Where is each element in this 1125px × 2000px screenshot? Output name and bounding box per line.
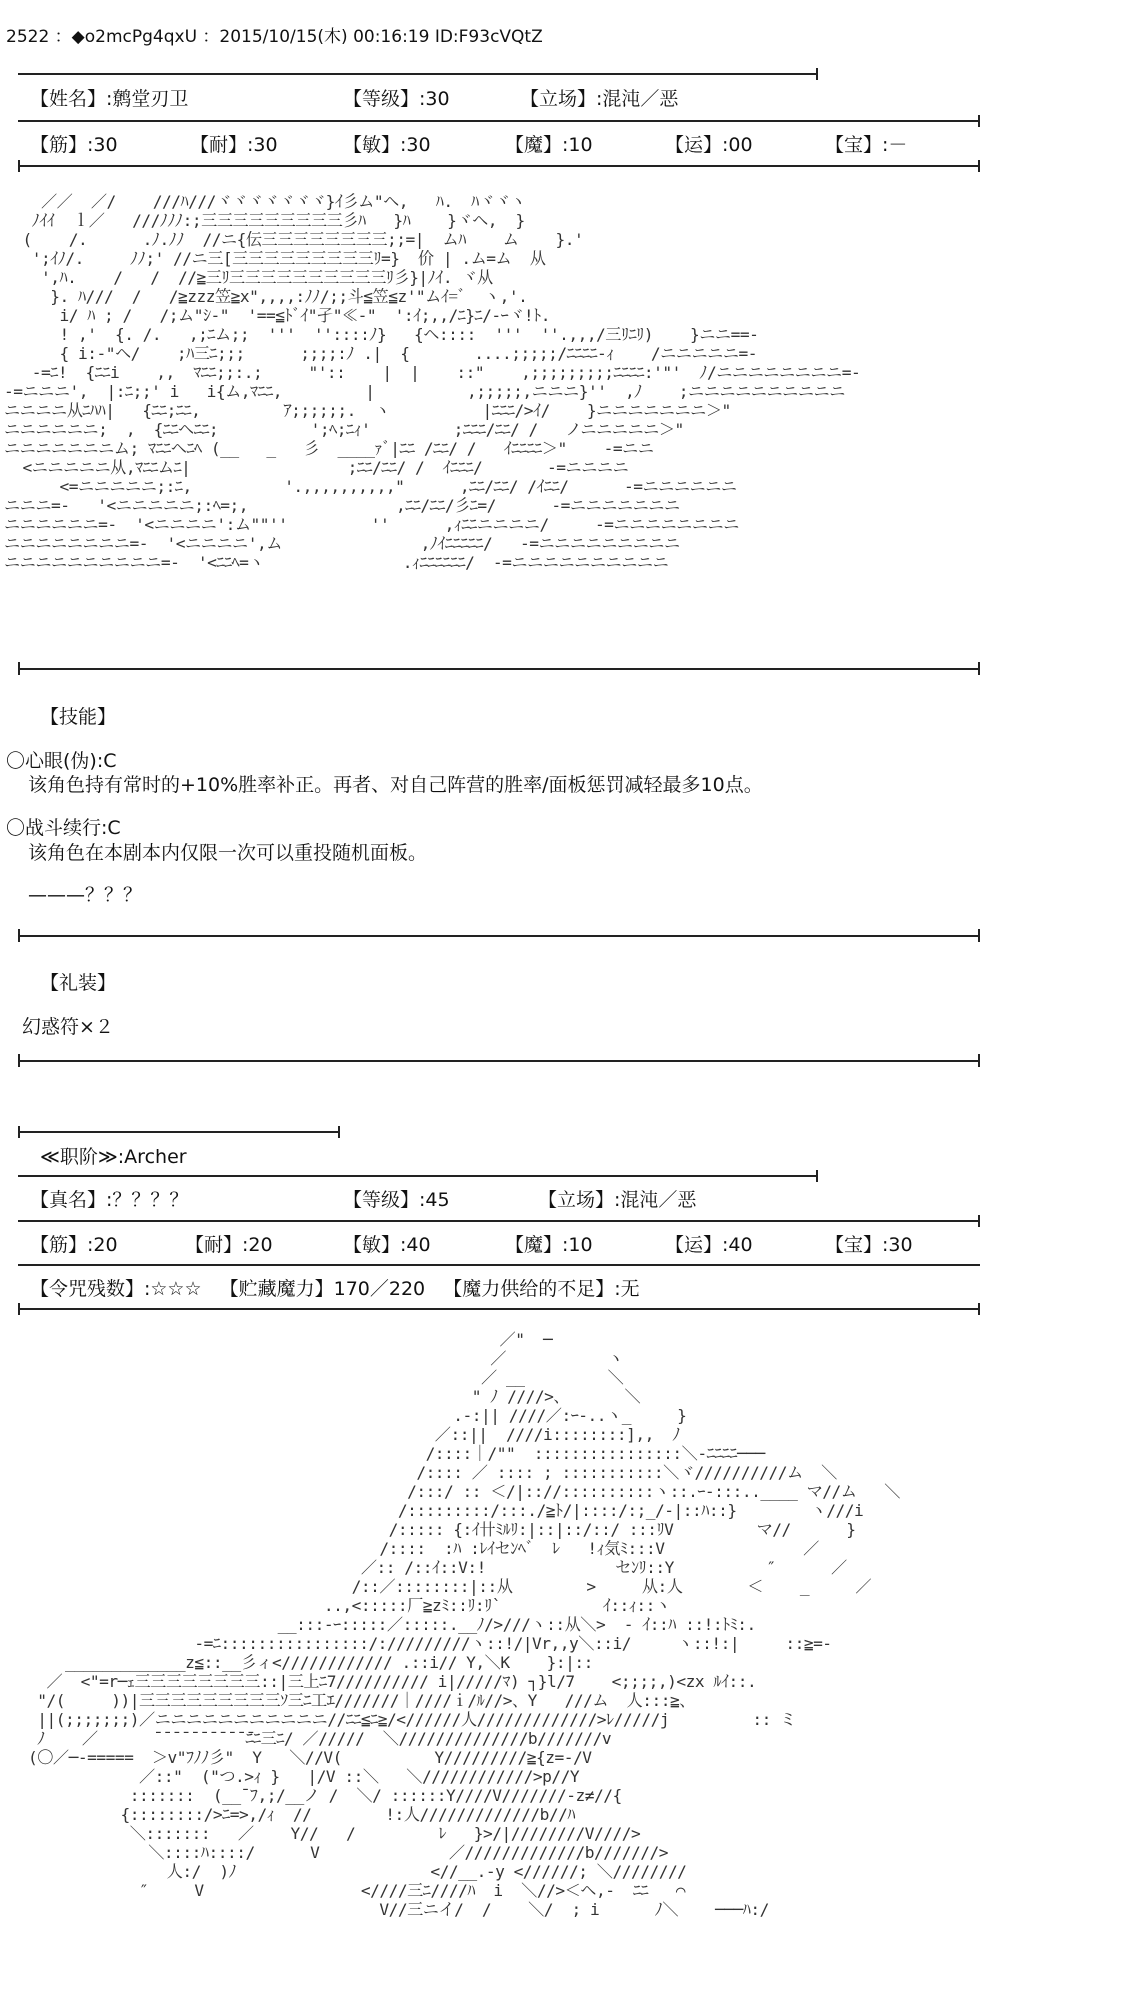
stat-str-2: 【筋】:20 <box>30 1234 118 1256</box>
alignment-field: 【立场】:混沌／恶 <box>520 88 679 110</box>
stat-mag: 【魔】:10 <box>505 134 593 156</box>
name-field: 【姓名】:鹩堂刃卫 <box>30 88 189 110</box>
sheet1-top-rule <box>18 73 818 75</box>
ascii-art-portrait: ／／ ／/ ///ﾊ///ヾヾヾヾヾヾヾ}ｲ彡ム"ヘ, ﾊ. ﾊヾヾヽ ﾉｲｲ ｌ／ ///ﾉﾉﾉ:;三三三三三三三三三彡ﾊ }ﾊ }ヾヘ, } ( /. .ﾉ.ﾉﾉ //ニ{伝三三三三三三三三;;=| ムﾊ ム }.' ';ｲﾉ/. ﾉﾉ;' //ニ三[三三三三三三三三三ﾘ=} 价 | .ム=ム 从 ',ﾊ. / / //≧三ﾘ三三三三三三三三三三ﾘ彡}|ﾉｲ. ヾ从 }. ﾊ/// / /≧zzz笠≧x",,,,:ﾉﾉ/;;斗≦笠≦z'"ムｲ=ﾞ ヽ,'. i/ ﾊ ; / /;ム"ｼ-" '==≦ﾄﾞｲ"孑"≪-" ':ｲ;,,/ﾆ}ﾆ/-ｰヾ!ﾄ. ! ,' {. /. ,;ﾆム;; ''' ''::::ﾉ} {ヘ:::: ''' ''.,,,/三ﾘﾆﾘ) }ニニ==- { i:-"ヘ/ ;ﾊ三ﾆ;;; ;;;;:ﾉ .| { ....;;;;;/ﾆﾆﾆﾆ-ｨ /ニニニニニ=- -=ﾆ! {ﾆﾆi ,, ﾏﾆﾆ;;:.; "':: | | ::" ,;;;;;;;;;ﾆﾆﾆﾆ:'"' ﾉ/ニニニニニニニニ=- -=ニニニ', |:ﾆ;;' i i{ム,ﾏﾆﾆ, | ,;;;;;,ニニニ}'' ,ﾉ ;ニニニニニニニニニニ ニニニニ从ﾆﾊﾊ| {ﾆﾆ;ﾆﾆ, ｱ;;;;;;. ヽ |ﾆﾆﾆ/>ｲ/ }ニニニニニニニ＞" ニニニニニニ; , {ﾆﾆヘﾆﾆ; ';ﾍ;ﾆｨ' ;ﾆﾆﾆ/ﾆﾆ/ / ノニニニニニ＞" ニニニニニニニム; ﾏﾆﾆヘﾆﾍ (__ _ 彡 ____ｧﾞ|ﾆﾆ /ﾆﾆ/ / ｲﾆﾆﾆﾆ＞" -=ニニ <ニニニニニ从,ﾏﾆﾆムﾆ| ;ﾆﾆ/ﾆﾆ/ / ｲﾆﾆﾆ/ -=ニニニニ <=ニニニニニ;:ﾆ, '.,,,,,,,,,," ,ﾆﾆ/ﾆﾆ/ /ｲﾆﾆ/ -=ニニニニニニ ニニニ=- '<ニニニニニ;:ﾍ=;, ,ﾆﾆ/ﾆﾆ/彡ﾆ=/ -=ニニニニニニニ ニニニニニニ=- '<ニニニニ':ム""'' '' ,ｨﾆﾆニニニニ/ -=ニニニニニニニニ ニニニニニニニニ=- '<ニニニニ',ム ,ﾉｲﾆﾆﾆﾆﾆ/ -=ニニニニニニニニニ ニニニニニニニニニニ=- '<ﾆﾆﾍ=ヽ .ｨﾆﾆﾆﾆﾆﾆ/ -=ニニニニニニニニニニ <box>4 192 861 572</box>
stat-np: 【宝】:－ <box>825 134 908 156</box>
sheet2-mid-rule <box>18 1220 980 1222</box>
sheet2-top-rule <box>18 1175 818 1177</box>
stat-np-2: 【宝】:30 <box>825 1234 913 1256</box>
sheet1-top-tick <box>816 68 818 80</box>
sheet1-mid-rule <box>18 120 980 122</box>
craft-bottom-tick-right <box>978 1054 980 1067</box>
stat-end-2: 【耐】:20 <box>185 1234 273 1256</box>
sheet2-bottom-tick-right <box>978 1303 980 1315</box>
command-mana-row: 【令咒残数】:☆☆☆ 【贮藏魔力】170／220 【魔力供给的不足】:无 <box>30 1278 640 1300</box>
skills-top-tick-left <box>18 662 20 675</box>
craft-title: 【礼装】 <box>40 972 117 994</box>
skills-bottom-rule <box>18 935 980 937</box>
skills-title: 【技能】 <box>40 706 117 728</box>
skill-1-name: 〇心眼(伪):C <box>6 750 117 772</box>
sheet2-mid-tick <box>978 1215 980 1227</box>
sheet2-bottom-tick-left <box>18 1303 20 1315</box>
sheet1-bottom-tick-left <box>18 160 20 172</box>
sheet2-row3-rule <box>18 1264 980 1266</box>
level-field-2: 【等级】:45 <box>343 1189 450 1211</box>
true-name-field: 【真名】:？？？？ <box>30 1189 189 1211</box>
alignment-field-2: 【立场】:混沌／恶 <box>538 1189 697 1211</box>
sheet1-mid-tick <box>978 115 980 127</box>
post-header: 2522 ：◆o2mcPg4qxU ：2015/10/15(木) 00:16:19 ID:F93cVQtZ <box>6 27 543 47</box>
skill-hidden: ———？？？ <box>28 884 143 906</box>
sheet2-bottom-rule <box>18 1308 980 1310</box>
sheet1-bottom-rule <box>18 165 980 167</box>
skills-top-tick-right <box>978 662 980 675</box>
sheet2-class-tick-right <box>338 1126 340 1138</box>
sheet2-class-tick-left <box>18 1126 20 1138</box>
craft-bottom-rule <box>18 1060 980 1062</box>
skill-1-desc: 该角色持有常时的+10%胜率补正。再者、对自己阵营的胜率/面板惩罚减轻最多10点。 <box>28 774 763 796</box>
skill-2-desc: 该角色在本剧本内仅限一次可以重投随机面板。 <box>28 842 428 864</box>
class-field: ≪职阶≫:Archer <box>40 1146 187 1168</box>
sheet2-class-rule <box>18 1131 340 1133</box>
level-field: 【等级】:30 <box>343 88 450 110</box>
stat-str: 【筋】:30 <box>30 134 118 156</box>
ascii-art-archer: ／" ─ ／ ヽ ／ __ ＼ " ﾉ ////>、 ＼ .-:|| ////／:ｰ-..ヽ_ } ／::|| ////i::::::::],, ﾉ /::::｜/"" ::::::::::::::::＼-ﾆﾆﾆﾆ─── /:::: ／ :::: ; :::::::::::＼ヾ//////////ム ＼ /:::/ :: ＜/|:://::::::::::ヽ::.ｰ-:::..____ マ//ム ＼ /:::::::::/:::./≧ﾄ/|::::/:;_/-|::ﾊ::} ヽ///i /::::: {:ｲ卄ﾐﾙﾘ:|::|::/::/ :::ﾘV マ// } /:::: :ﾊ :ﾚｲセﾝﾍﾞ ﾚ !ｨ気ﾐ:::V ／ ／:: /::ｲ::V:! セﾝﾘ::Y ″ ／ /::／::::::::|::从 > 从:人 ＜ _ ／ ..,<:::::厂≧zﾐ::ﾘ:ﾘ` ｲ::ｨ::ヽ __:::-ｰ:::::／:::::.__ﾉ/>///ヽ::从＼> - ｲ::ﾊ ::!:ﾄﾐ:. -=ﾆ::::::::::::::::/://///////ヽ::!/|Vr,,y＼::i/ ヽ::!:| ::≧=- _____________z≦::__彡ィ<//////////// .::i// Y,＼K }:|:: ／ <"=r─ｪ三三三三三三三三::|三上ﾆ7////////// i|/////ﾏ) ┐}l/7 <;;;;,)<zx ﾙｲ::. "/( ))|三三三三三三三三三ｿ三ﾆ工ｴ///////｜////ｉ/ﾙ//>、Y ///ム 人:::≧、 ||(;;;;;;;)／ニニニニニニニニニニニ//ﾆﾆ≦ﾆ≧/<//////人/////////////>ﾚ/////j :: ミ ﾉ ／ ̄ ̄ ̄ ̄ ̄ ̄ ̄ ̄ ̄ ̄ ̄ﾆﾆ三ﾆ/ ／///// ＼//////////////b///////v (〇／─-===== ＞v"ﾌﾉﾉ彡" Y ＼//V( Y/////////≧{z=-/V ／::" ("つ.>ｨ } |/V ::＼ ＼////////////>p//Y ::::::: (__¯ﾌ,;/__ノ / ＼/ ::::::Y////V///////-z≠//{ {::::::::/>ﾆ=>,/ｨ // !:人/////////////b//ﾊ ＼::::::: ／ Y// / ﾚ }>/|////////V////> ＼::::ﾊ::::/ V ／/////////////b///////> 人:/ )ﾉ <//__.-y <//////; ＼//////// ″ V <////三ﾆ////ﾊ i ＼//>＜ヘ,- ﾆﾆ ⌒ V//三ニイ/ / ＼/ ; i ﾉ＼ ───ﾊ:/ <box>28 1330 900 1919</box>
craft-bottom-tick-left <box>18 1054 20 1067</box>
skills-bottom-tick-right <box>978 929 980 942</box>
sheet2-top-tick <box>816 1170 818 1182</box>
skill-2-name: 〇战斗续行:C <box>6 817 121 839</box>
stat-end: 【耐】:30 <box>190 134 278 156</box>
stat-mag-2: 【魔】:10 <box>505 1234 593 1256</box>
skills-bottom-tick-left <box>18 929 20 942</box>
stat-agi-2: 【敏】:40 <box>343 1234 431 1256</box>
sheet1-bottom-tick-right <box>978 160 980 172</box>
stat-luck: 【运】:00 <box>665 134 753 156</box>
craft-item: 幻惑符×２ <box>22 1016 114 1038</box>
stat-agi: 【敏】:30 <box>343 134 431 156</box>
skills-top-rule <box>18 668 980 670</box>
stat-luck-2: 【运】:40 <box>665 1234 753 1256</box>
